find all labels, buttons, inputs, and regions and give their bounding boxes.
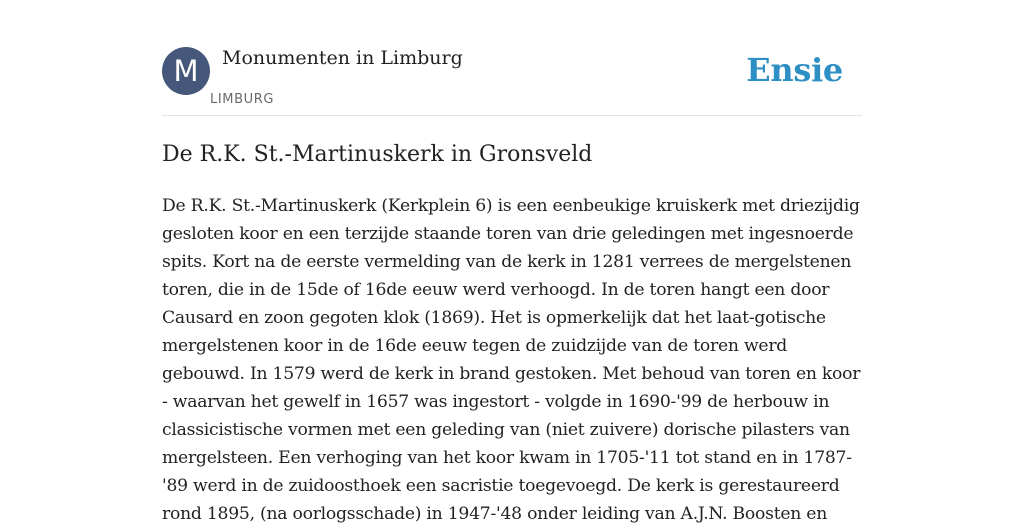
article-body: De R.K. St.-Martinuskerk (Kerkplein 6) is een eenbeukige kruiskerk met driezijdig gesloten koor en een terzijde staande toren van drie geledingen met ingesnoerde spits. Kort na de eerste vermelding van de kerk in 1281 verrees de mergelstenen toren, die in de 15de of 16de eeuw werd verhoogd. In de toren hangt een door Causard en zoon gegoten klok (1869). Het is opmerkelijk dat het laat-gotische mergelstenen koor in de 16de eeuw tegen de zuidzijde van de toren werd gebouwd. In 1579 werd de kerk in brand gestoken. Met behoud van toren en koor - waarvan het gewelf in 1657 was ingestort - volgde in 1690-'99 de herbouw in classicistische vormen met een geleding van (niet zuivere) dorische pilasters van mergelsteen. Een verhoging van het koor kwam in 1705-'11 tot stand en in 1787-'89 werd in de zuidoosthoek een sacristie toegevoegd. De kerk is gerestaureerd rond 1895, (na oorlogsschade) in 1947-'48 onder leiding van A.J.N. Boosten en bbox=[162, 196, 861, 524]
publication-title[interactable]: Monumenten in Limburg bbox=[222, 47, 463, 69]
header bbox=[162, 46, 862, 116]
publication-tag[interactable]: LIMBURG bbox=[210, 92, 275, 107]
brand-logo[interactable]: Ensie bbox=[746, 51, 843, 89]
article-title: De R.K. St.-Martinuskerk in Gronsveld bbox=[162, 142, 593, 167]
header-divider bbox=[162, 115, 862, 116]
publication-avatar[interactable]: M bbox=[162, 47, 210, 95]
